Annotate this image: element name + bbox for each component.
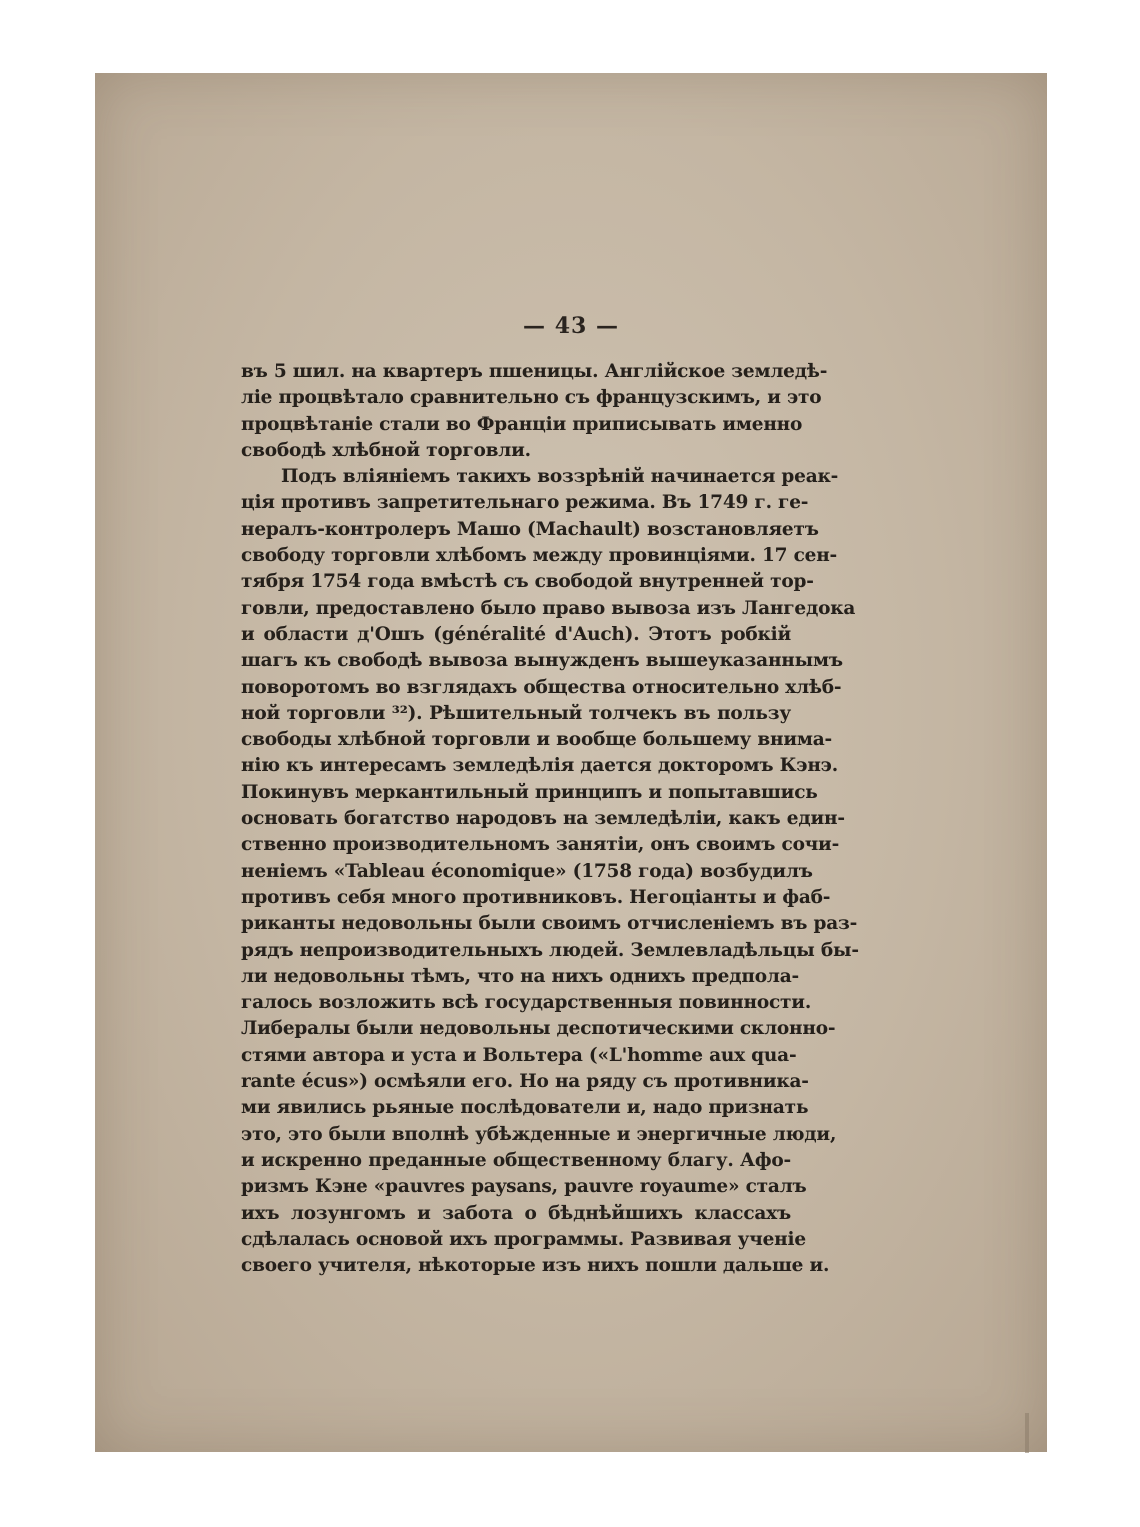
text-line: риканты недовольны были своимъ отчисленіемъ въ раз- — [241, 913, 858, 935]
text-line: ихъ лозунгомъ и забота о бѣднѣйшихъ классахъ — [241, 1202, 791, 1224]
text-line: Покинувъ меркантильный принципъ и попытавшись — [241, 781, 818, 803]
text-line: нералъ-контролеръ Машо (Machault) возстановляетъ — [241, 518, 819, 540]
page-number: — 43 — — [523, 313, 619, 339]
text-line: галось возложить всѣ государственныя повинности. — [241, 992, 812, 1014]
text-line: rante écus») осмѣяли его. Но на ряду съ противника- — [241, 1071, 809, 1093]
text-line: ми явились рьяные послѣдователи и, надо признать — [241, 1097, 809, 1119]
text-line: основать богатство народовъ на земледѣліи, какъ един- — [241, 808, 845, 830]
text-line: шагъ къ свободѣ вывоза вынужденъ вышеуказаннымъ — [241, 650, 843, 672]
text-line: сдѣлалась основой ихъ программы. Развивая ученіе — [241, 1228, 806, 1250]
text-line: поворотомъ во взглядахъ общества относительно хлѣб- — [241, 676, 842, 698]
binding-shadow — [1025, 1413, 1029, 1453]
text-line: ризмъ Кэне «pauvres paysans, pauvre royaume» сталъ — [241, 1176, 807, 1198]
text-line: ли недовольны тѣмъ, что на нихъ однихъ предпола- — [241, 965, 799, 987]
text-line: свободѣ хлѣбной торговли. — [241, 439, 531, 461]
text-line: своего учителя, нѣкоторые изъ нихъ пошли дальше и. — [241, 1255, 830, 1277]
text-line: ліе процвѣтало сравнительно съ французскимъ, и это — [241, 387, 822, 409]
text-line: говли, предоставлено было право вывоза изъ Лангедока — [241, 597, 856, 619]
body-text — [241, 359, 859, 1279]
text-line: противъ себя много противниковъ. Негоціанты и фаб- — [241, 886, 831, 908]
text-line: ственно производительномъ занятіи, онъ своимъ сочи- — [241, 834, 840, 856]
text-line: тября 1754 года вмѣстѣ съ свободой внутренней тор- — [241, 571, 814, 593]
text-line: Подъ вліяніемъ такихъ воззрѣній начинается реак- — [281, 466, 839, 488]
text-line: ція противъ запретительнаго режима. Въ 1749 г. ге- — [241, 492, 809, 514]
text-line: нію къ интересамъ земледѣлія дается докторомъ Кэнэ. — [241, 755, 838, 777]
text-line: неніемъ «Tableau économique» (1758 года) возбудилъ — [241, 860, 813, 882]
text-line: стями автора и уста и Вольтера («L'homme aux qua- — [241, 1044, 797, 1066]
scanned-page — [95, 73, 1047, 1452]
text-line: и искренно преданные общественному благу. Афо- — [241, 1149, 791, 1171]
text-line: это, это были вполнѣ убѣжденные и энергичные люди, — [241, 1123, 837, 1145]
text-line: ной торговли ³²). Рѣшительный толчекъ въ пользу — [241, 702, 791, 724]
text-line: Либералы были недовольны деспотическими склонно- — [241, 1018, 836, 1040]
text-line: свободу торговли хлѣбомъ между провинціями. 17 сен- — [241, 545, 838, 567]
text-line: и области д'Ошъ (généralité d'Auch). Этотъ робкій — [241, 623, 791, 645]
text-line: свободы хлѣбной торговли и вообще большему внима- — [241, 729, 832, 751]
text-line: въ 5 шил. на квартеръ пшеницы. Англійское земледѣ- — [241, 361, 828, 382]
text-line: процвѣтаніе стали во Франціи приписывать именно — [241, 413, 803, 435]
text-line: рядъ непроизводительныхъ людей. Землевладѣльцы бы- — [241, 939, 859, 961]
